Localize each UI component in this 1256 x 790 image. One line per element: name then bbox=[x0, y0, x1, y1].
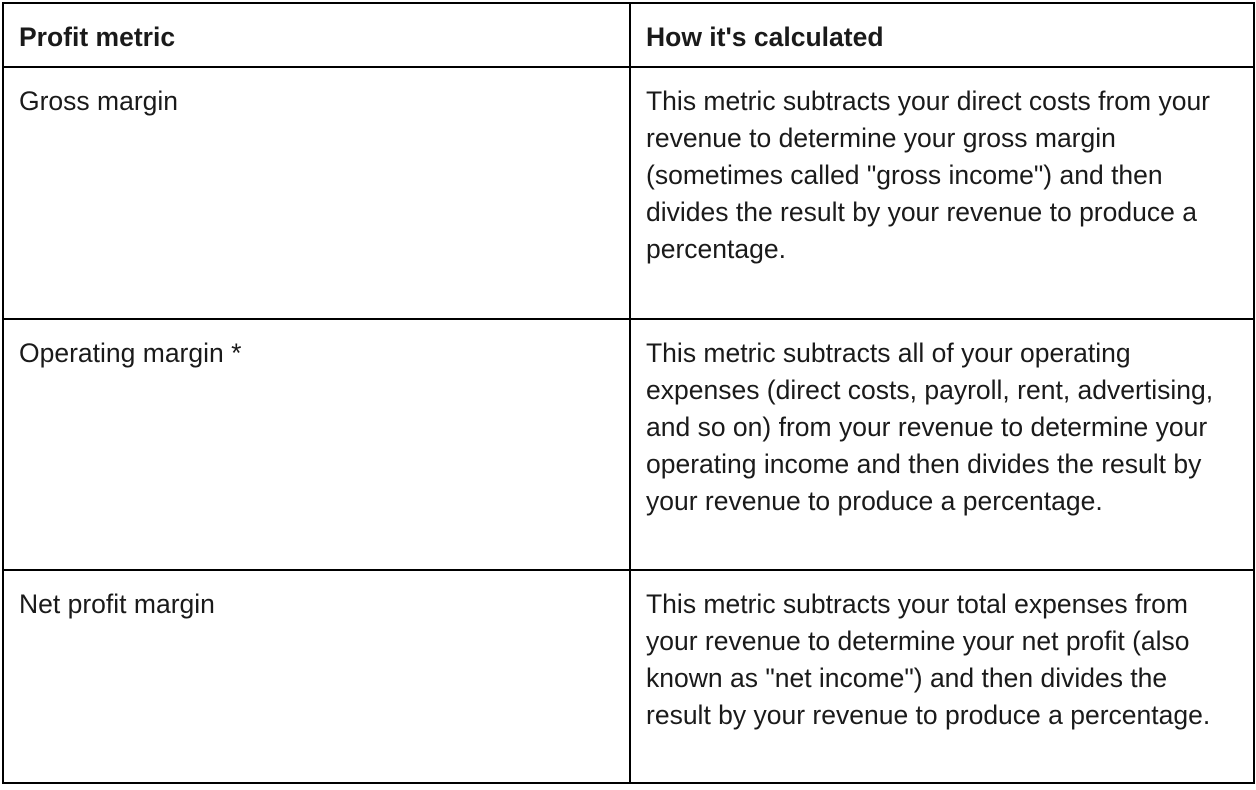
calculation-cell: This metric subtracts all of your operating expenses (direct costs, payroll, rent, advertising, and so on) from your revenue to determine your operating income and then divides the result by your revenue to produce a percentage. bbox=[630, 319, 1254, 570]
calculation-cell: This metric subtracts your total expenses from your revenue to determine your net profit (also known as "net income") and then divides the result by your revenue to produce a percentage. bbox=[630, 570, 1254, 783]
header-profit-metric: Profit metric bbox=[3, 3, 630, 67]
header-row bbox=[3, 3, 1254, 67]
table-body bbox=[3, 67, 1254, 783]
metric-name-cell: Operating margin * bbox=[3, 319, 630, 570]
table-row bbox=[3, 67, 1254, 319]
table-row bbox=[3, 570, 1254, 783]
table-row bbox=[3, 319, 1254, 570]
calculation-cell: This metric subtracts your direct costs from your revenue to determine your gross margin (sometimes called "gross income") and then divides the result by your revenue to produce a percentage. bbox=[630, 67, 1254, 319]
metric-name-cell: Gross margin bbox=[3, 67, 630, 319]
table-header bbox=[3, 3, 1254, 67]
profit-metrics-table bbox=[2, 2, 1255, 784]
metric-name-cell: Net profit margin bbox=[3, 570, 630, 783]
header-how-calculated: How it's calculated bbox=[630, 3, 1254, 67]
